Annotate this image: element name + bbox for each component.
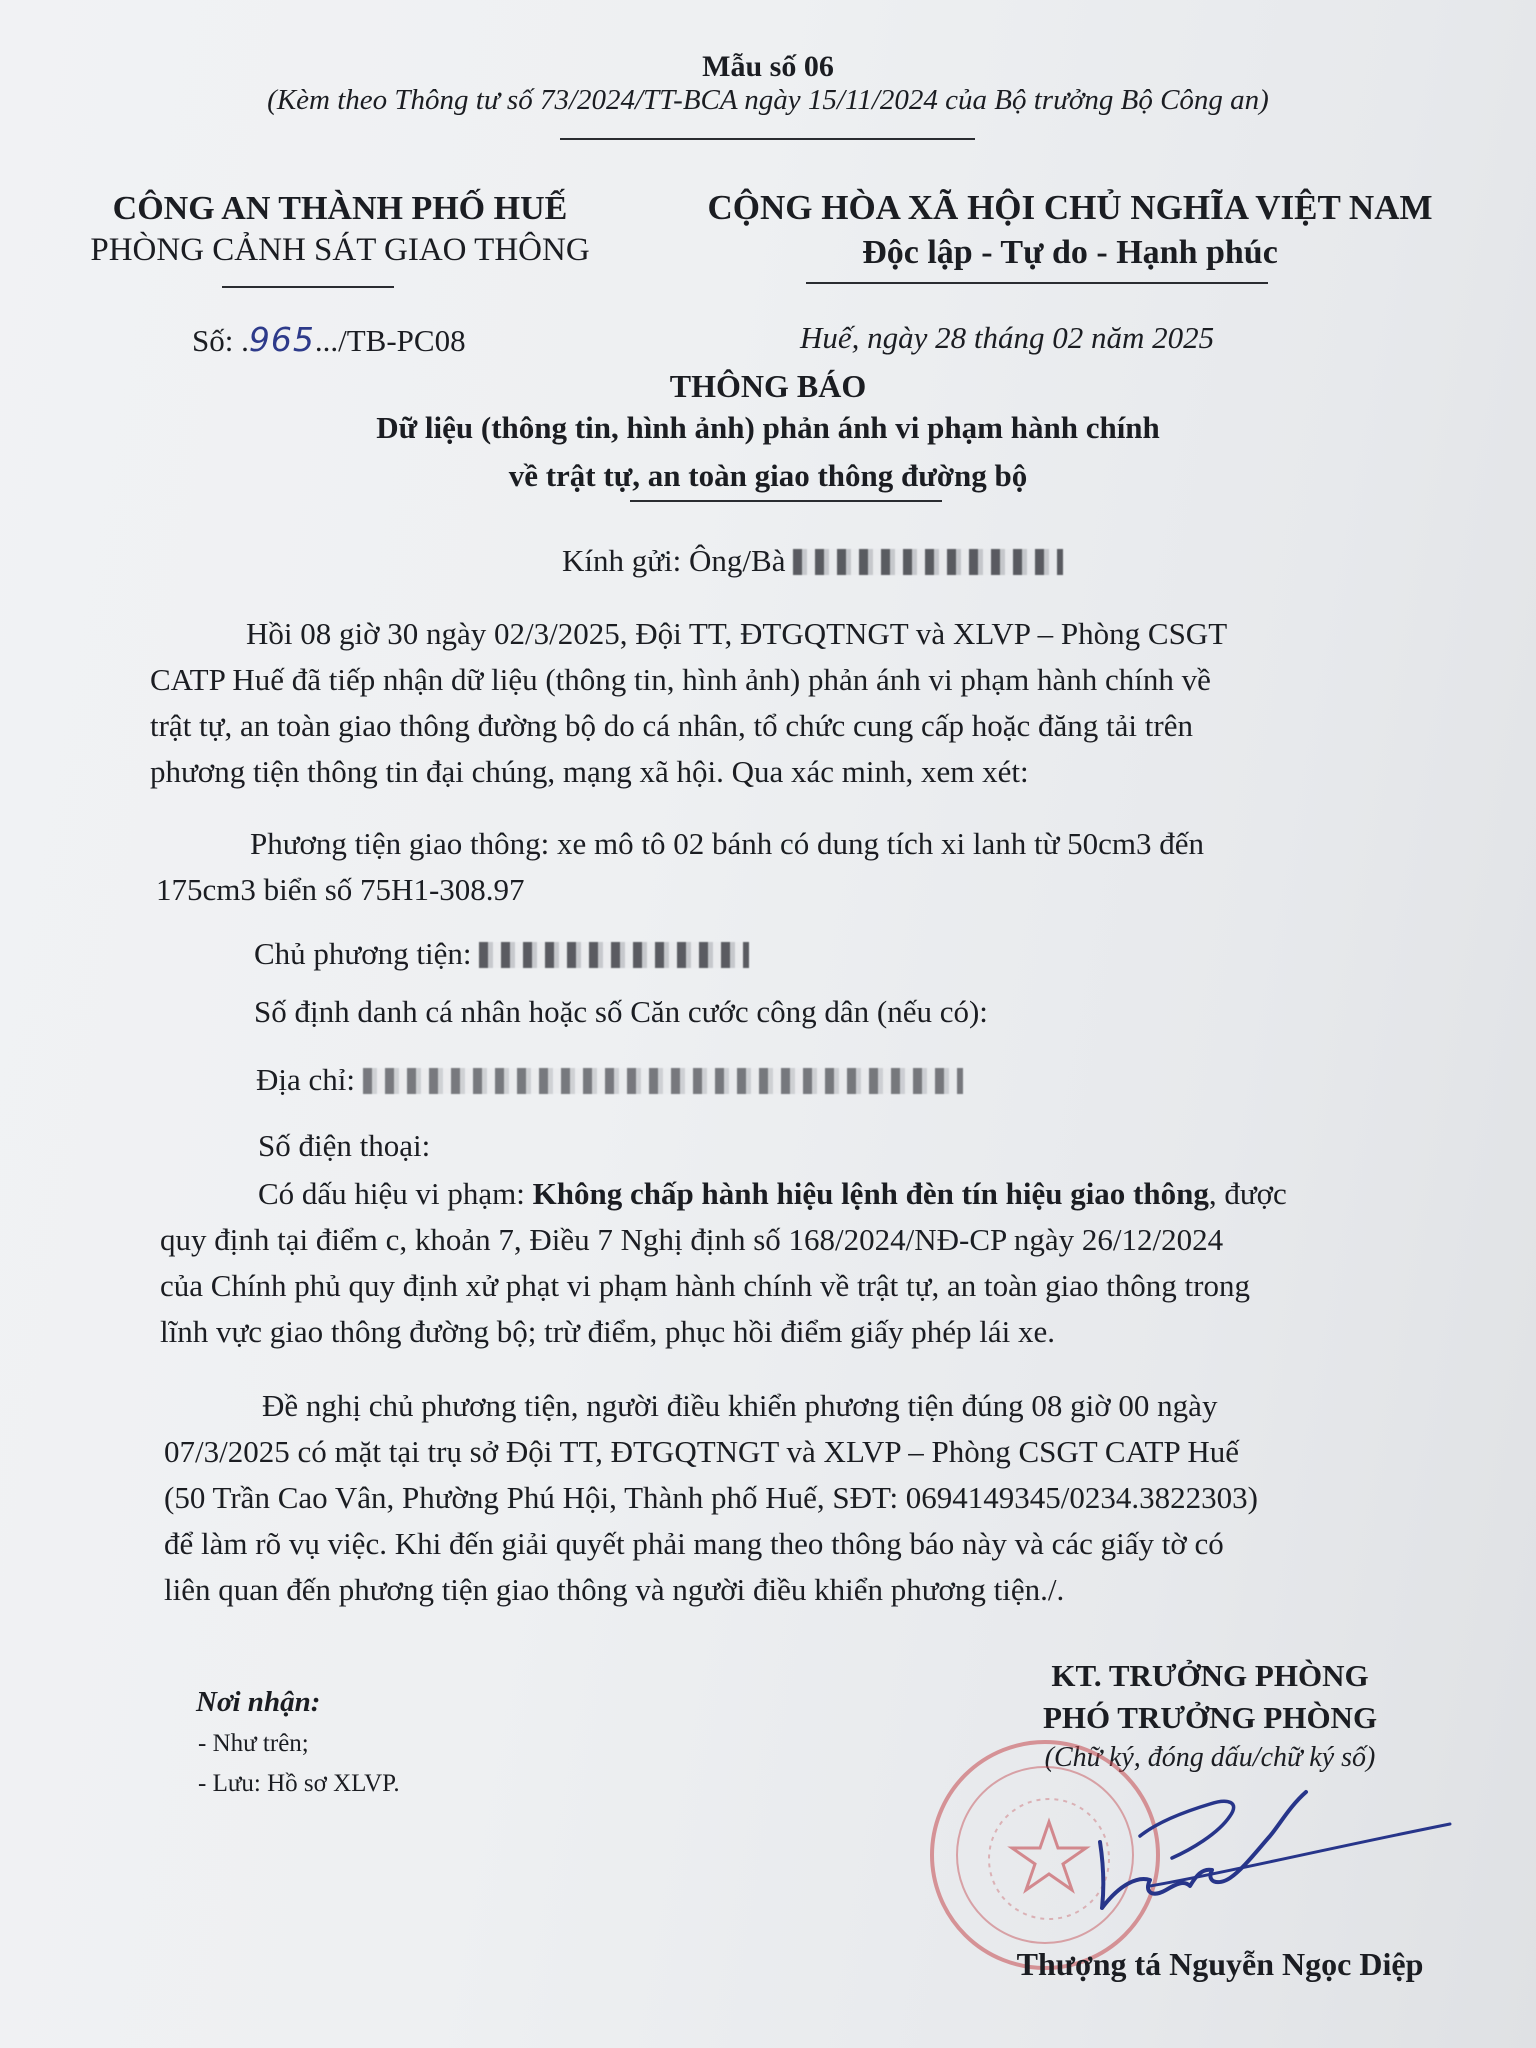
vehicle-line: 175cm3 biển số 75H1-308.97 [156, 872, 525, 907]
agency-rule [222, 286, 394, 288]
request-line: (50 Trần Cao Vân, Phường Phú Hội, Thành phố Huế, SĐT: 0694149345/0234.3822303) [164, 1480, 1258, 1515]
document-number [192, 320, 466, 359]
owner-label: Chủ phương tiện: [254, 936, 472, 971]
doc-number-prefix: Số: . [192, 323, 249, 358]
owner-field [254, 936, 749, 972]
form-number: Mẫu số 06 [702, 50, 834, 83]
id-number-field: Số định danh cá nhân hoặc số Căn cước công dân (nếu có): [254, 994, 988, 1029]
document-title: THÔNG BÁO [669, 368, 867, 404]
paragraph1-line: Hồi 08 giờ 30 ngày 02/3/2025, Đội TT, ĐTGQTNGT và XLVP – Phòng CSGT [246, 616, 1228, 651]
violation-prefix: Có dấu hiệu vi phạm: [258, 1176, 533, 1211]
paragraph1-line: trật tự, an toàn giao thông đường bộ do cá nhân, tổ chức cung cấp hoặc đăng tải trên [150, 708, 1193, 743]
violation-line [258, 1176, 1287, 1212]
recipients-item: - Lưu: Hồ sơ XLVP. [198, 1770, 400, 1797]
national-motto: Độc lập - Tự do - Hạnh phúc [862, 234, 1278, 271]
motto-rule [806, 282, 1268, 284]
violation-detail-line: lĩnh vực giao thông đường bộ; trừ điểm, phục hồi điểm giấy phép lái xe. [160, 1314, 1056, 1349]
signature-note: (Chữ ký, đóng dấu/chữ ký số) [1044, 1742, 1376, 1773]
recipient-line [562, 543, 1063, 579]
signer-name: Thượng tá Nguyễn Ngọc Diệp [1016, 1946, 1424, 1982]
header-rule [560, 138, 975, 140]
place-date: Huế, ngày 28 tháng 02 năm 2025 [800, 320, 1215, 355]
recipient-label: Kính gửi: Ông/Bà [562, 543, 786, 578]
document-subtitle-2: về trật tự, an toàn giao thông đường bộ [508, 458, 1028, 493]
violation-detail-line: của Chính phủ quy định xử phạt vi phạm hành chính về trật tự, an toàn giao thông trong [160, 1268, 1250, 1303]
vehicle-line: Phương tiện giao thông: xe mô tô 02 bánh có dung tích xi lanh từ 50cm3 đến [250, 826, 1205, 861]
phone-field: Số điện thoại: [258, 1128, 431, 1163]
signature-title-1: KT. TRƯỞNG PHÒNG [1051, 1658, 1369, 1693]
agency-name: CÔNG AN THÀNH PHỐ HUẾ [112, 190, 568, 227]
handwritten-signature [1080, 1780, 1460, 1930]
address-field [256, 1062, 963, 1098]
violation-suffix: , được [1208, 1176, 1287, 1211]
title-underline [630, 500, 942, 502]
recipients-title: Nơi nhận: [196, 1686, 321, 1718]
form-reference: (Kèm theo Thông tư số 73/2024/TT-BCA ngày 15/11/2024 của Bộ trưởng Bộ Công an) [267, 84, 1269, 116]
doc-number-suffix: .../TB-PC08 [314, 323, 466, 358]
agency-department: PHÒNG CẢNH SÁT GIAO THÔNG [90, 232, 590, 268]
violation-detail-line: quy định tại điểm c, khoản 7, Điều 7 Nghị định số 168/2024/NĐ-CP ngày 26/12/2024 [160, 1222, 1224, 1257]
signature-title-2: PHÓ TRƯỞNG PHÒNG [1042, 1700, 1378, 1735]
redacted-recipient-name [793, 549, 1063, 575]
document-subtitle-1: Dữ liệu (thông tin, hình ảnh) phản ánh vi phạm hành chính [376, 410, 1160, 445]
request-line: để làm rõ vụ việc. Khi đến giải quyết phải mang theo thông báo này và các giấy tờ có [164, 1526, 1224, 1561]
request-line: liên quan đến phương tiện giao thông và người điều khiển phương tiện./. [164, 1572, 1065, 1607]
paragraph1-line: CATP Huế đã tiếp nhận dữ liệu (thông tin, hình ảnh) phản ánh vi phạm hành chính về [150, 662, 1211, 697]
redacted-owner-name [479, 942, 749, 968]
paragraph1-line: phương tiện thông tin đại chúng, mạng xã hội. Qua xác minh, xem xét: [150, 754, 1029, 789]
national-name: CỘNG HÒA XÃ HỘI CHỦ NGHĨA VIỆT NAM [707, 188, 1433, 227]
violation-type: Không chấp hành hiệu lệnh đèn tín hiệu giao thông [532, 1176, 1209, 1211]
redacted-address [363, 1068, 963, 1094]
request-line: Đề nghị chủ phương tiện, người điều khiển phương tiện đúng 08 giờ 00 ngày [262, 1388, 1218, 1423]
recipients-item: - Như trên; [198, 1730, 309, 1757]
request-line: 07/3/2025 có mặt tại trụ sở Đội TT, ĐTGQTNGT và XLVP – Phòng CSGT CATP Huế [164, 1434, 1239, 1469]
address-label: Địa chỉ: [256, 1062, 355, 1097]
doc-number-handwritten: 965 [248, 320, 315, 359]
